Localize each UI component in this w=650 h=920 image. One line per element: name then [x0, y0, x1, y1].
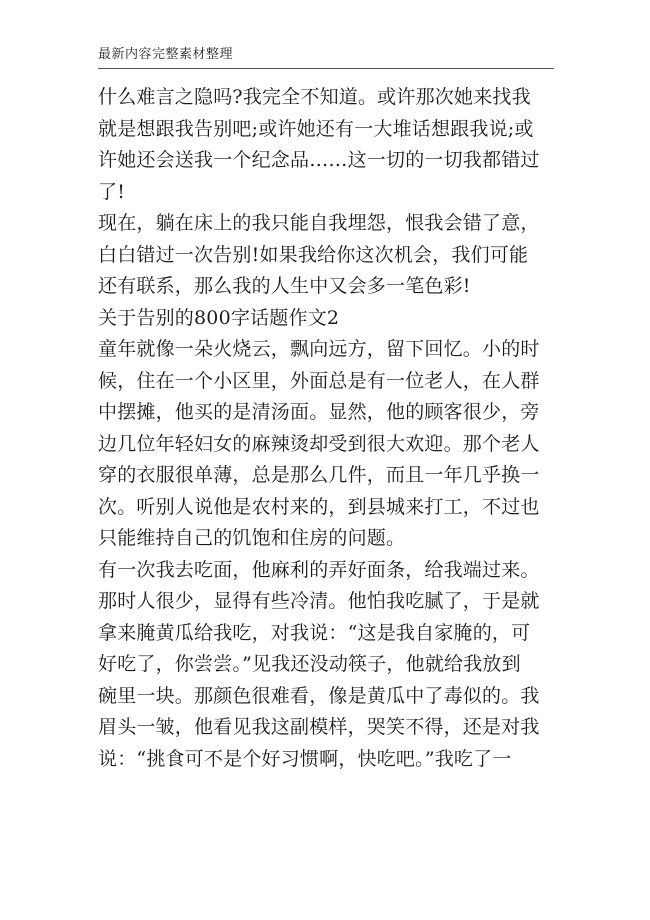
text-line: 候，住在一个小区里，外面总是有一位老人，在人群 — [98, 369, 540, 392]
text-line: 碗里一块。那颜色很难看，像是黄瓜中了毒似的。我 — [98, 684, 540, 707]
text-line: 现在，躺在床上的我只能自我埋怨，恨我会错了意， — [98, 212, 540, 234]
header-title: 最新内容完整素材整理 — [98, 47, 234, 62]
text-line: 那时人很少，显得有些冷清。他怕我吃腻了，于是就 — [98, 590, 540, 612]
text-line: 次。听别人说他是农村来的，到县城来打工，不过也 — [98, 495, 540, 518]
text-line: 穿的衣服很单薄，总是那么几件，而且一年几乎换一 — [98, 464, 540, 486]
text-line: 眉头一皱，他看见我这副模样，哭笑不得，还是对我 — [98, 716, 540, 738]
text-line: 拿来腌黄瓜给我吃，对我说：“这是我自家腌的，可 — [98, 621, 531, 644]
text-line: 就是想跟我告别吧;或许她还有一大堆话想跟我说;或 — [98, 117, 534, 140]
page-header — [98, 46, 554, 69]
text-line: 童年就像一朵火烧云，飘向远方，留下回忆。小的时 — [98, 338, 540, 360]
article-body — [98, 82, 568, 775]
text-line: 只能维持自己的饥饱和住房的问题。 — [98, 527, 406, 549]
text-line: 白白错过一次告别!如果我给你这次机会，我们可能 — [98, 243, 529, 266]
text-line: 有一次我去吃面，他麻利的弄好面条，给我端过来。 — [98, 558, 540, 581]
text-line: 什么难言之隐吗?我完全不知道。或许那次她来找我 — [98, 86, 531, 108]
text-line: 中摆摊，他买的是清汤面。显然，他的顾客很少，旁 — [98, 401, 540, 423]
text-line: 边几位年轻妇女的麻辣烫却受到很大欢迎。那个老人 — [98, 432, 540, 455]
text-line: 说：“挑食可不是个好习惯啊，快吃吧。”我吃了一 — [98, 747, 512, 770]
text-line: 许她还会送我一个纪念品……这一切的一切我都错过 — [98, 149, 540, 171]
section-heading: 关于告别的800字话题作文2 — [98, 306, 340, 329]
text-line: 好吃了，你尝尝。”见我还没动筷子，他就给我放到 — [98, 653, 521, 675]
text-line: 了! — [98, 180, 126, 203]
text-line: 还有联系，那么我的人生中又会多一笔色彩! — [98, 275, 471, 297]
